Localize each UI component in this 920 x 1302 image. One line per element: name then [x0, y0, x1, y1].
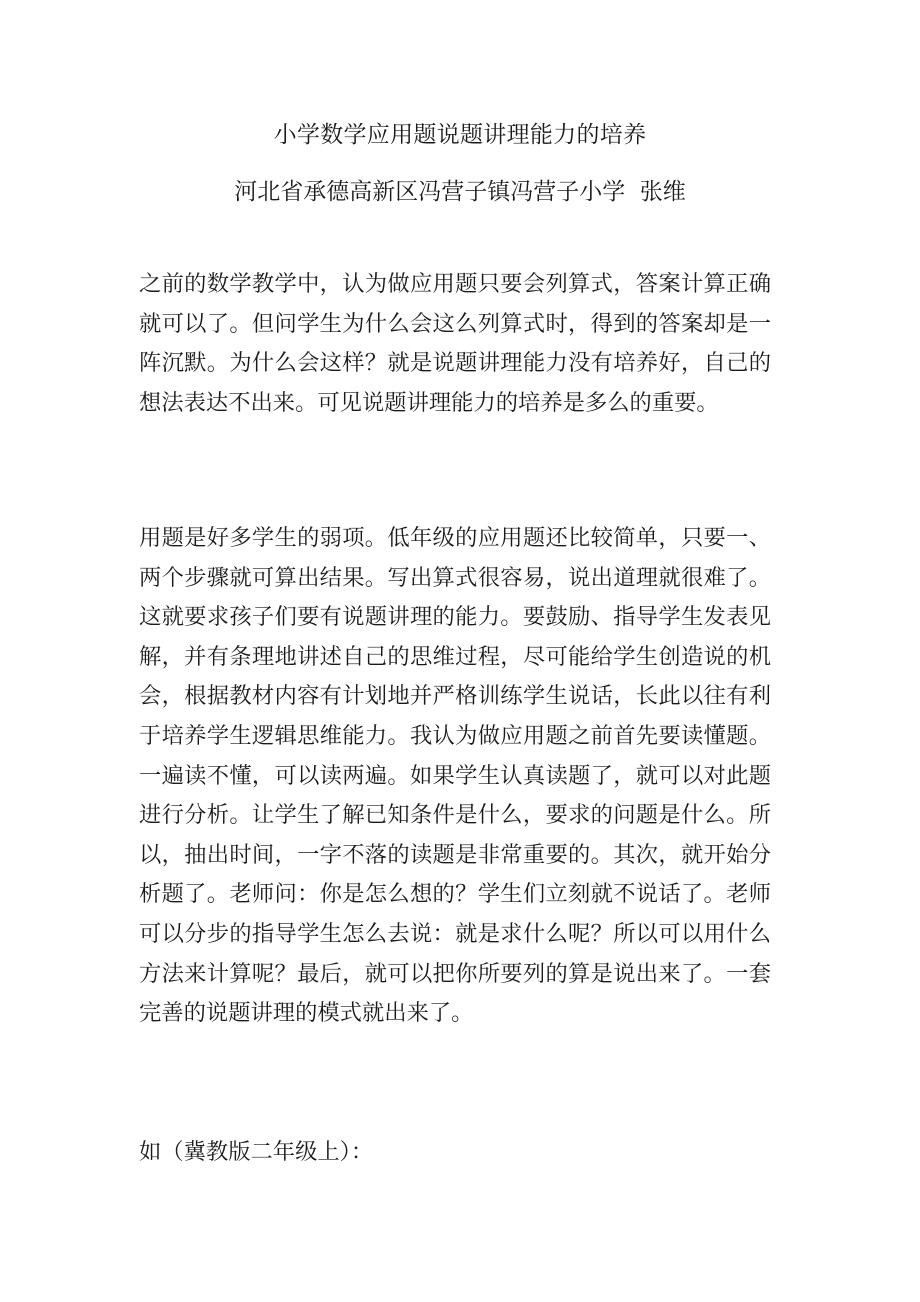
author-affiliation: 河北省承德高新区冯营子镇冯营子小学 张维 [234, 179, 686, 205]
paragraph-example-lead: 如（冀教版二年级上）： [139, 1139, 374, 1165]
document-title: 小学数学应用题说题讲理能力的培养 [273, 122, 647, 148]
paragraph-body: 用题是好多学生的弱项。低年级的应用题还比较简单，只要一、两个步骤就可算出结果。写出算式很容易，说出道理就很难了。这就要求孩子们要有说题讲理的能力。要鼓励、指导学生发表见解，并有条理地讲述自己的思维过程，尽可能给学生创造说的机会，根据教材内容有计划地并严格训练学生说话，长此以往有利于培养学生逻辑思维能力。我认为做应用题之前首先要读懂题。一遍读不懂，可以读两遍。如果学生认真读题了，就可以对此题进行分析。让学生了解已知条件是什么，要求的问题是什么。所以，抽出时间，一字不落的读题是非常重要的。其次，就开始分析题了。老师问：你是怎么想的？学生们立刻就不说话了。老师可以分步的指导学生怎么去说：就是求什么呢？所以可以用什么方法来计算呢？最后，就可以把你所要列的算是说出来了。一套完善的说题讲理的模式就出来了。 [139, 525, 771, 1027]
paragraph-intro: 之前的数学教学中，认为做应用题只要会列算式，答案计算正确就可以了。但问学生为什么会这么列算式时，得到的答案却是一阵沉默。为什么会这样？就是说题讲理能力没有培养好，自己的想法表达不出来。可见说题讲理能力的培养是多么的重要。 [139, 271, 771, 416]
